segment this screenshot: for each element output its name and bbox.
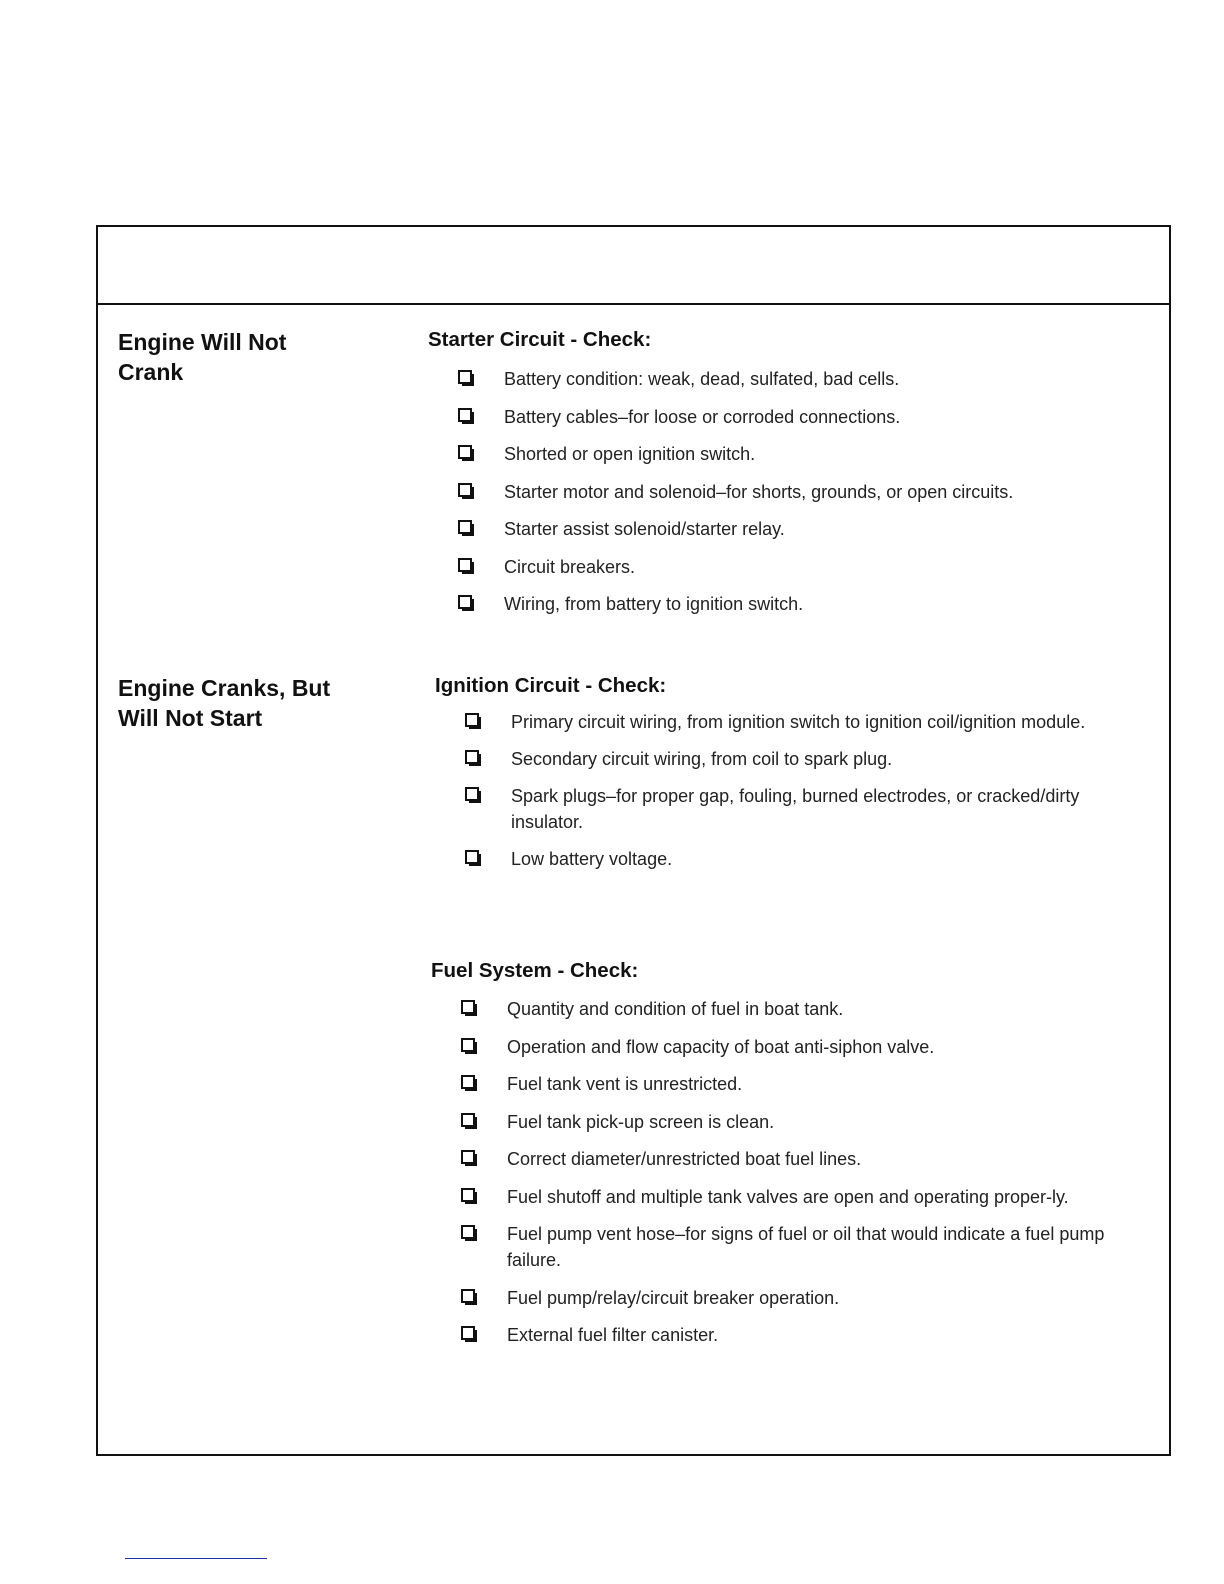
- checkbox-icon[interactable]: [461, 1289, 475, 1303]
- checkbox-icon[interactable]: [465, 850, 479, 864]
- checklist-item: Secondary circuit wiring, from coil to spark plug.: [435, 746, 1135, 772]
- checklist-item: Starter motor and solenoid–for shorts, grounds, or open circuits.: [428, 479, 1148, 505]
- section-title: Starter Circuit - Check:: [428, 328, 652, 351]
- section-title: Ignition Circuit - Check:: [435, 674, 667, 697]
- problem-title-line: Will Not Start: [118, 705, 263, 731]
- checkbox-icon[interactable]: [458, 408, 472, 422]
- section-title: Fuel System - Check:: [431, 959, 639, 982]
- section-starter-circuit: [428, 327, 1148, 617]
- checkbox-icon[interactable]: [465, 713, 479, 727]
- checkbox-icon[interactable]: [465, 750, 479, 764]
- checklist-item: Wiring, from battery to ignition switch.: [428, 591, 1148, 617]
- checkbox-icon[interactable]: [461, 1113, 475, 1127]
- checklist-item: Spark plugs–for proper gap, fouling, burned electrodes, or cracked/dirty insulator.: [435, 783, 1135, 835]
- problem-title-line: Engine Cranks, But: [118, 675, 331, 701]
- footer-rule: [125, 1558, 267, 1559]
- checklist-item: Starter assist solenoid/starter relay.: [428, 516, 1148, 542]
- checkbox-icon[interactable]: [461, 1225, 475, 1239]
- checkbox-icon[interactable]: [458, 445, 472, 459]
- problem-title-engine-will-not-crank: [118, 327, 286, 387]
- checkbox-icon[interactable]: [458, 595, 472, 609]
- troubleshooting-table: [96, 225, 1171, 1456]
- checkbox-icon[interactable]: [461, 1075, 475, 1089]
- checklist-item: Fuel shutoff and multiple tank valves are open and operating proper-ly.: [431, 1184, 1151, 1210]
- section-ignition-circuit: [435, 673, 1135, 872]
- checklist-item: Fuel pump/relay/circuit breaker operation.: [431, 1285, 1151, 1311]
- checkbox-icon[interactable]: [461, 1326, 475, 1340]
- checklist: [431, 996, 1151, 1348]
- problem-title-engine-cranks-but-will-not-start: [118, 673, 330, 733]
- checklist-item: External fuel filter canister.: [431, 1322, 1151, 1348]
- checkbox-icon[interactable]: [458, 483, 472, 497]
- checkbox-icon[interactable]: [461, 1038, 475, 1052]
- checklist-item: Quantity and condition of fuel in boat tank.: [431, 996, 1151, 1022]
- table-header-row: [98, 227, 1169, 305]
- checkbox-icon[interactable]: [465, 787, 479, 801]
- checklist-item: Operation and flow capacity of boat anti-siphon valve.: [431, 1034, 1151, 1060]
- checklist-item: Battery cables–for loose or corroded connections.: [428, 404, 1148, 430]
- checklist-item: Shorted or open ignition switch.: [428, 441, 1148, 467]
- checklist-item: Battery condition: weak, dead, sulfated, bad cells.: [428, 366, 1148, 392]
- problem-title-line: Engine Will Not: [118, 329, 287, 355]
- checklist: [435, 709, 1135, 872]
- checklist-item: Circuit breakers.: [428, 554, 1148, 580]
- checkbox-icon[interactable]: [461, 1150, 475, 1164]
- checklist-item: Fuel tank vent is unrestricted.: [431, 1071, 1151, 1097]
- section-fuel-system: [431, 958, 1151, 1348]
- checkbox-icon[interactable]: [458, 558, 472, 572]
- checklist-item: Fuel tank pick-up screen is clean.: [431, 1109, 1151, 1135]
- checklist-item: Correct diameter/unrestricted boat fuel lines.: [431, 1146, 1151, 1172]
- checkbox-icon[interactable]: [458, 520, 472, 534]
- checkbox-icon[interactable]: [458, 370, 472, 384]
- checklist: [428, 366, 1148, 617]
- checkbox-icon[interactable]: [461, 1000, 475, 1014]
- checklist-item: Primary circuit wiring, from ignition switch to ignition coil/ignition module.: [435, 709, 1135, 735]
- checklist-item: Low battery voltage.: [435, 846, 1135, 872]
- checklist-item: Fuel pump vent hose–for signs of fuel or oil that would indicate a fuel pump failure.: [431, 1221, 1151, 1273]
- problem-title-line: Crank: [118, 359, 184, 385]
- checkbox-icon[interactable]: [461, 1188, 475, 1202]
